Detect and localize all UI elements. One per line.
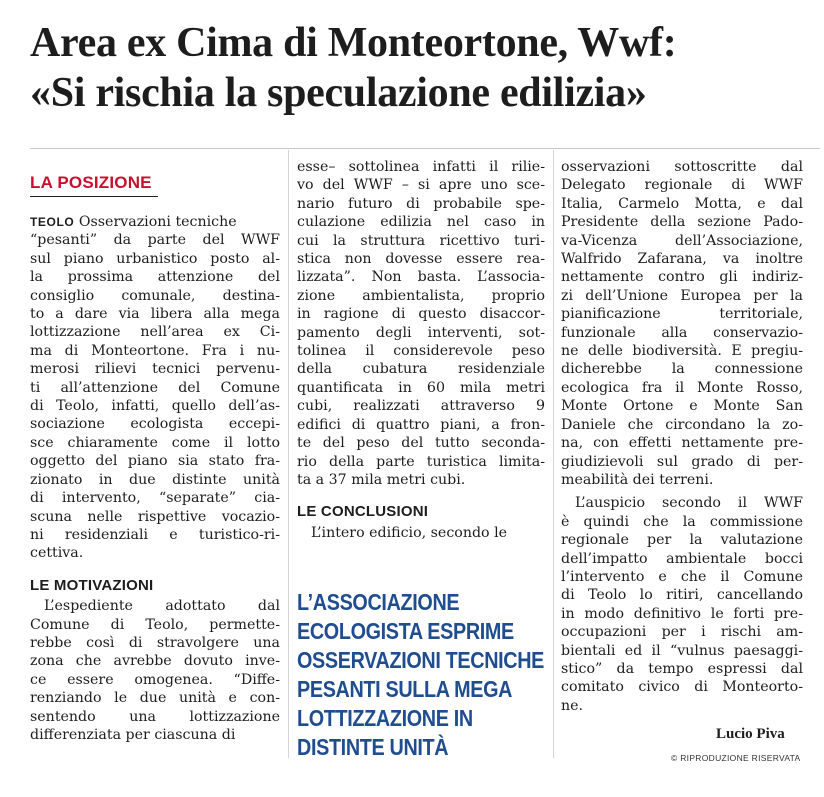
text-line: sociazione ecologista eccepi- (30, 416, 280, 433)
text-line: funzionale alla conservazio- (561, 324, 803, 341)
text-line: L’espediente adottato dal (44, 598, 280, 615)
text-line: te del peso del tutto seconda- (297, 435, 545, 452)
text-line: esse– sottolinea infatti il rilie- (297, 159, 545, 175)
text-line: in modo definitivo le forti pre- (561, 605, 803, 622)
text-line: rebbe così di stravolgere una (30, 634, 280, 651)
text-line: ta a 37 mila metri cubi. (297, 471, 466, 488)
text-line: ni residenziali e turistico-ri- (30, 526, 280, 543)
pull-quote-line: L’ASSOCIAZIONE (297, 589, 460, 615)
column-divider-1 (288, 150, 289, 758)
text-line: consiglio comunale, destina- (30, 287, 280, 304)
pull-quote-line: DISTINTE UNITÀ (297, 734, 449, 760)
text-line: è quindi che la commissione (561, 513, 803, 530)
col1-paragraph-1-text (30, 214, 280, 563)
text-line: scuna nelle rispettive vocazio- (30, 508, 280, 525)
text-line: oggetto del piano sia stato fra- (30, 453, 280, 470)
text-line: cubi, realizzati attraverso 9 (297, 398, 545, 415)
text-line: di Teolo lo ritiri, cancellando (561, 587, 803, 604)
text-line: Delegato regionale di WWF (561, 177, 803, 194)
col1-paragraph-1 (30, 213, 280, 563)
text-line: osservazioni sottoscritte dal (561, 159, 803, 175)
text-line: Italia, Carmelo Motta, e dal (561, 195, 803, 212)
text-line: bientali ed il “vulnus paesaggi- (561, 642, 803, 659)
text-line: culazione edilizia nel caso in (297, 214, 545, 231)
subhead-conclusioni: LE CONCLUSIONI (297, 503, 429, 521)
text-line: di intervento, “separate” cia- (30, 490, 280, 507)
col1-paragraph-2 (30, 597, 280, 744)
text-line: Daniele che circondano la zo- (561, 416, 803, 433)
section-kicker: LA POSIZIONE (30, 172, 158, 197)
text-line: Monte Ortone e Monte San (561, 398, 803, 415)
text-line: to a dare via libera alla mega (30, 306, 280, 323)
text-line: ne. (561, 697, 584, 714)
text-line: sul piano urbanistico posto al- (30, 250, 280, 267)
text-line: l’intervento e che il Comune (561, 568, 803, 585)
text-line: lizzata”. Non basta. L’associa- (297, 269, 545, 286)
text-line: rio della parte turistica limita- (297, 453, 545, 470)
text-line: pamento degli interventi, sot- (297, 324, 545, 341)
author-byline: Lucio Piva (716, 726, 785, 742)
text-line: na, con effetti nettamente pre- (561, 435, 803, 452)
text-line: ma di Monteortone. Fra i nu- (30, 342, 280, 359)
text-line: quantificata in 60 mila metri (297, 379, 545, 396)
text-line: della cubatura residenziale (297, 361, 545, 378)
text-line: L’intero edificio, secondo le (311, 524, 508, 541)
text-line: nario futuro di probabile spe- (297, 195, 545, 212)
text-line: zona che avrebbe dovuto inve- (30, 653, 280, 670)
subhead-motivazioni: LE MOTIVAZIONI (30, 576, 154, 594)
text-line: ti all’attenzione del Comune (30, 379, 280, 396)
text-line: “pesanti” da parte del WWF (30, 232, 280, 249)
text-line: dicherebbe la connessione (561, 361, 803, 378)
dateline: TEOLO (30, 215, 75, 229)
text-line: stico” da tempo espressi dal (561, 660, 803, 677)
text-line: zi dell’Unione Europea per la (561, 287, 803, 304)
text-line: merosi rilievi tecnici pervenu- (30, 361, 280, 378)
column-3 (561, 158, 803, 715)
text-line: sce chiaramente come il lotto (30, 434, 280, 451)
text-line: nettamente contro gli indiriz- (561, 269, 803, 286)
text-line: Osservazioni tecniche (78, 214, 237, 230)
pull-quote-line: PESANTI SULLA MEGA (297, 676, 513, 702)
text-line: lottizzazione nell’area ex Ci- (30, 324, 280, 341)
col3-paragraph-2 (561, 494, 803, 715)
text-line: cui la struttura ricettivo turi- (297, 232, 545, 249)
text-line: L’auspicio secondo il WWF (575, 495, 803, 512)
text-line: ne delle biodiversità. E pregiu- (561, 343, 803, 360)
text-line: di Teolo, infatti, quello dell’as- (30, 398, 280, 415)
text-line: regionale per la valutazione (561, 532, 803, 549)
text-line: occupazioni per i rischi am- (561, 624, 803, 641)
text-line: Presidente della sezione Pado- (561, 214, 803, 231)
text-line: zionato in due distinte unità (30, 471, 280, 488)
header-rule (30, 148, 820, 149)
column-2 (297, 158, 545, 542)
text-line: in ragione di questo disaccor- (297, 306, 545, 323)
headline-line-2: «Si rischia la speculazione edilizia» (30, 70, 647, 116)
text-line: sentendo una lottizzazione (30, 708, 280, 725)
pull-quote-line: OSSERVAZIONI TECNICHE (297, 647, 545, 673)
column-1 (30, 213, 280, 744)
text-line: dell’impatto ambientale bocci (561, 550, 803, 567)
text-line: differenziata per ciascuna di (30, 726, 236, 743)
copyright-notice: © RIPRODUZIONE RISERVATA (671, 753, 801, 763)
pull-quote (297, 588, 545, 762)
text-line: ce essere omogenea. “Diffe- (30, 671, 280, 688)
pull-quote-line: LOTTIZZAZIONE IN (297, 705, 473, 731)
text-line: meabilità dei terreni. (561, 471, 714, 488)
text-line: comitato civico di Monteorto- (561, 679, 803, 696)
text-line: pianificazione territoriale, (561, 306, 803, 323)
headline-line-1: Area ex Cima di Monteortone, Wwf: (30, 20, 677, 66)
text-line: vo del WWF – si apre uno sce- (297, 177, 545, 194)
text-line: tolinea il considerevole peso (297, 343, 545, 360)
text-line: renziando le due unità e con- (30, 690, 280, 707)
text-line: Comune di Teolo, permette- (30, 616, 280, 633)
text-line: va-Vicenza dell’Associazione, (561, 232, 803, 249)
text-line: la prossima attenzione del (30, 269, 280, 286)
headline (30, 18, 820, 118)
text-line: zione ambientalista, proprio (297, 287, 545, 304)
col2-paragraph-2 (297, 524, 545, 542)
text-line: edifici di quattro piani, a fron- (297, 416, 545, 433)
pull-quote-line: ECOLOGISTA ESPRIME (297, 618, 514, 644)
text-line: stica non dovesse essere rea- (297, 251, 545, 268)
text-line: ecologica fra il Monte Rosso, (561, 379, 803, 396)
col3-paragraph-1 (561, 158, 803, 489)
text-line: Walfrido Zafarana, va inoltre (561, 251, 803, 268)
column-divider-2 (553, 150, 554, 758)
text-line: cettiva. (30, 545, 84, 562)
text-line: giudizievoli sul grado di per- (561, 453, 803, 470)
col2-paragraph-1 (297, 158, 545, 489)
